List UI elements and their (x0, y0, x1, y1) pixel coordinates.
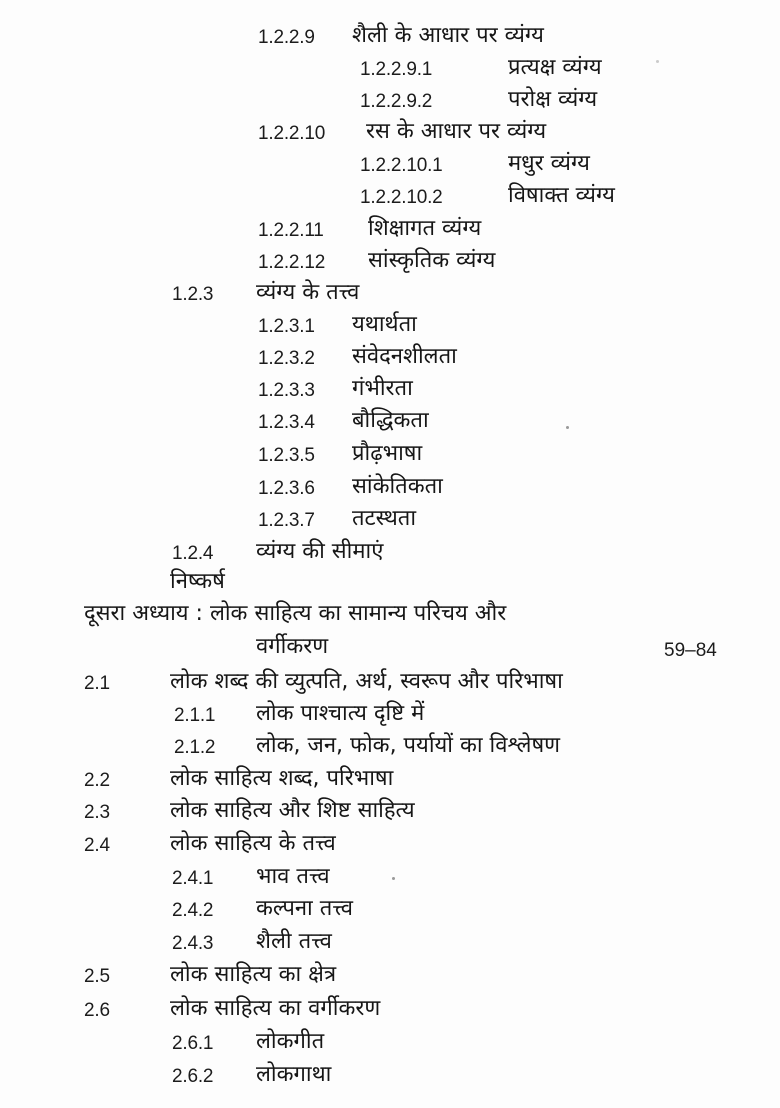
section-number: 1.2.3 (172, 284, 214, 305)
toc-entry (0, 473, 780, 505)
section-number: 2.6.2 (172, 1066, 214, 1087)
section-title: लोक साहित्य और शिष्ट साहित्य (170, 798, 415, 823)
section-title: मधुर व्यंग्य (508, 151, 590, 176)
section-title: परोक्ष व्यंग्य (508, 87, 598, 112)
section-number: 1.2.2.9 (258, 27, 315, 48)
section-number: 1.2.3.4 (258, 412, 315, 433)
section-number: 1.2.3.5 (258, 445, 315, 466)
toc-entry (0, 1028, 780, 1060)
toc-entry (0, 830, 780, 862)
section-title: बौद्धिकता (352, 408, 429, 433)
section-number: 1.2.2.9.2 (360, 91, 433, 112)
section-number: 2.6.1 (172, 1033, 214, 1054)
section-title: व्यंग्य के तत्त्व (256, 280, 360, 305)
section-number: 2.4.1 (172, 868, 214, 889)
chapter-heading-cont (0, 633, 780, 665)
section-title: यथार्थता (352, 312, 417, 337)
section-title: सांस्कृतिक व्यंग्य (368, 248, 496, 273)
section-number: 2.1.2 (174, 737, 216, 758)
toc-entry (0, 440, 780, 472)
section-number: 2.4.2 (172, 900, 214, 921)
section-title: लोकगाथा (256, 1062, 332, 1087)
section-number: 2.4.3 (172, 933, 214, 954)
toc-entry (0, 1061, 780, 1093)
section-number: 2.1 (84, 673, 110, 694)
section-number: 2.5 (84, 966, 110, 987)
section-number: 1.2.3.6 (258, 478, 315, 499)
toc-entry (0, 668, 780, 700)
section-title: गंभीरता (352, 376, 413, 401)
section-title: भाव तत्त्व (256, 864, 330, 889)
section-title: लोक साहित्य के तत्त्व (170, 831, 336, 856)
section-number: 1.2.2.10.2 (360, 187, 443, 208)
section-title: कल्पना तत्त्व (256, 896, 353, 921)
section-title: तटस्थता (352, 506, 417, 531)
section-number: 2.3 (84, 802, 110, 823)
section-number: 1.2.2.9.1 (360, 59, 433, 80)
section-title: निष्कर्ष (170, 569, 225, 594)
section-title: लोक, जन, फोक, पर्यायों का विश्लेषण (256, 733, 561, 758)
toc-entry (0, 375, 780, 407)
scan-speck (392, 877, 395, 880)
section-title: लोक साहित्य का क्षेत्र (170, 962, 337, 987)
section-title: शैली तत्त्व (256, 929, 332, 954)
toc-entry-conclusion (0, 568, 780, 600)
toc-entry (0, 700, 780, 732)
section-title: प्रत्यक्ष व्यंग्य (508, 55, 602, 80)
toc-entry (0, 797, 780, 829)
toc-entry (0, 895, 780, 927)
chapter-heading (0, 600, 780, 632)
toc-entry (0, 54, 780, 86)
toc-entry (0, 961, 780, 993)
section-title: रस के आधार पर व्यंग्य (366, 119, 547, 144)
toc-entry (0, 311, 780, 343)
section-number: 1.2.2.11 (258, 220, 324, 241)
toc-entry (0, 538, 780, 570)
toc-entry (0, 215, 780, 247)
section-number: 1.2.2.10.1 (360, 155, 443, 176)
chapter-title-line-1: दूसरा अध्याय : लोक साहित्य का सामान्य परिचय और (84, 601, 507, 626)
section-number: 2.1.1 (174, 705, 216, 726)
section-number: 1.2.2.12 (258, 252, 326, 273)
section-title: शैली के आधार पर व्यंग्य (352, 23, 544, 48)
section-title: लोक पाश्चात्य दृष्टि में (256, 701, 425, 726)
toc-entry (0, 247, 780, 279)
section-title: व्यंग्य की सीमाएं (256, 539, 384, 564)
section-title: विषाक्त व्यंग्य (508, 183, 615, 208)
toc-entry (0, 279, 780, 311)
toc-entry (0, 765, 780, 797)
section-title: शिक्षागत व्यंग्य (368, 216, 482, 241)
scan-speck (656, 60, 659, 63)
toc-entry (0, 995, 780, 1027)
section-title: लोक साहित्य शब्द, परिभाषा (170, 766, 394, 791)
section-title: लोक साहित्य का वर्गीकरण (170, 996, 381, 1021)
toc-entry (0, 863, 780, 895)
toc-entry (0, 86, 780, 118)
section-title: सांकेतिकता (352, 474, 443, 499)
toc-entry (0, 928, 780, 960)
section-number: 1.2.3.7 (258, 510, 315, 531)
section-title: प्रौढ़भाषा (352, 441, 423, 466)
section-title: लोक शब्द की व्युत्पति, अर्थ, स्वरूप और परिभाषा (170, 669, 563, 694)
section-number: 1.2.4 (172, 543, 214, 564)
toc-entry (0, 22, 780, 54)
toc-entry (0, 343, 780, 375)
section-title: लोकगीत (256, 1029, 325, 1054)
section-number: 1.2.3.3 (258, 380, 315, 401)
toc-entry (0, 505, 780, 537)
scan-speck (566, 426, 569, 429)
section-number: 1.2.3.1 (258, 316, 315, 337)
chapter-page-range: 59–84 (664, 640, 717, 661)
section-number: 2.6 (84, 1000, 110, 1021)
toc-entry (0, 407, 780, 439)
toc-entry (0, 150, 780, 182)
toc-entry (0, 732, 780, 764)
chapter-title-line-2: वर्गीकरण (256, 634, 329, 659)
section-number: 1.2.3.2 (258, 348, 315, 369)
section-number: 2.2 (84, 770, 110, 791)
section-number: 2.4 (84, 835, 110, 856)
section-number: 1.2.2.10 (258, 123, 326, 144)
toc-entry (0, 182, 780, 214)
toc-entry (0, 118, 780, 150)
section-title: संवेदनशीलता (352, 344, 457, 369)
